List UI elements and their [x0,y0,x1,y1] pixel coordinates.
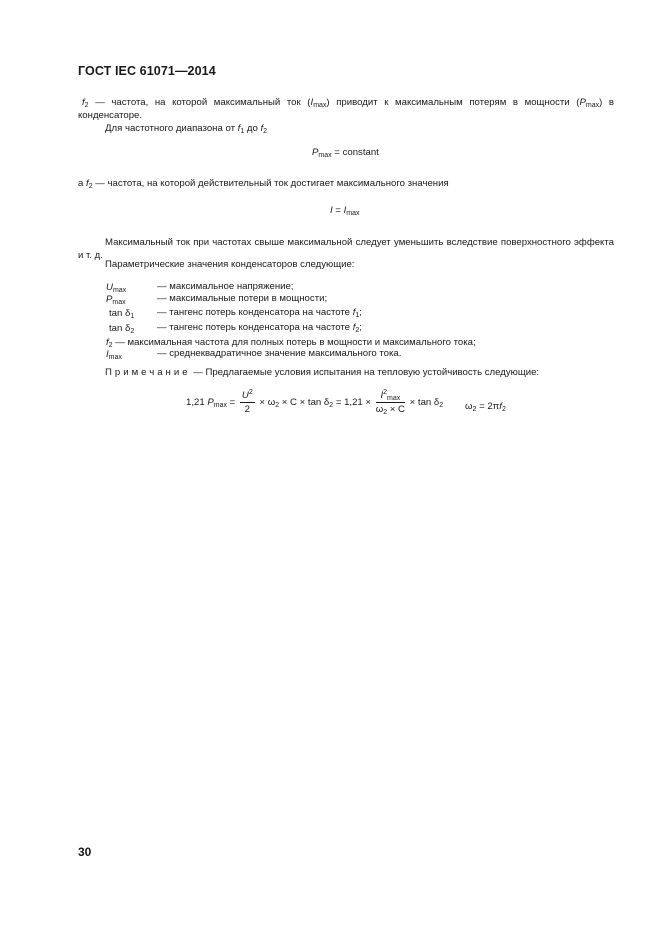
paragraph-parametric-values: Параметрические значения конденсаторов следующие: [105,259,355,270]
definition-description: — тангенс потерь конденсатора на частоте $f_2$; [157,322,362,334]
paragraph-skin-effect: Максимальный ток при частотах свыше максимальной следует уменьшить вследствие поверхностного эффекта и т. д. [78,237,614,261]
definition-description: — максимальные потери в мощности; [157,293,328,304]
page-number: 30 [78,845,92,859]
formula-i-equals-imax: $I = I_{max}$ [330,205,360,217]
fraction-u-squared-over-2: $\frac{U^2}{2}$ [241,389,253,415]
definition-symbol: $I_{max}$ [106,349,122,361]
definition-description: — среднеквадратичное значение максимального тока. [157,348,402,359]
definition-symbol: $U_{max}$ [106,282,127,294]
paragraph-f2-definition: $f_2$ — частота, на которой максимальный ток $(I_{max})$ приводит к максимальным потерям в мощности $(P_{max})$ в конденсаторе. [78,97,614,121]
definition-f2: $f_2$ — максимальная частота для полных потерь в мощности и максимального тока; [106,337,476,349]
fraction-imax-squared-over-omega-c: $\frac{I^2_{max}}{\omega_2 \times C}$ [375,389,405,416]
formula-pmax-constant: $P_{max}$ = constant [312,147,379,159]
definition-symbol: $P_{max}$ [106,294,126,306]
paragraph-frequency-range: Для частотного диапазона от $f_1$ до $f_2$ [105,123,268,135]
formula-omega: $\omega_2 = 2\pi f_2$ [465,401,506,413]
definition-symbol: $\tan \delta_1$ [109,308,135,320]
formula-thermal-stability: 1,21 $P_{max}$ = $\frac{U^2}{2}$ × $\omega_2 \times C \times \tan \delta_2 = 1,21$ × $\frac{I^2_{max}}{\omega_2 \times C}$ × $\tan \delta_2$ [186,389,444,416]
definition-symbol: $\tan \delta_2$ [109,323,135,335]
definition-description: — максимальное напряжение; [157,281,294,292]
note-paragraph: Примечание — Предлагаемые условия испытания на тепловую устойчивость следующие: [105,367,540,378]
paragraph-f2-actual-current: а $f_2$ — частота, на которой действительный ток достигает максимального значения [78,178,449,190]
document-header: ГОСТ IEC 61071—2014 [78,64,216,78]
definition-description: — тангенс потерь конденсатора на частоте $f_1$; [157,307,362,319]
note-label: Примечание [105,367,191,378]
